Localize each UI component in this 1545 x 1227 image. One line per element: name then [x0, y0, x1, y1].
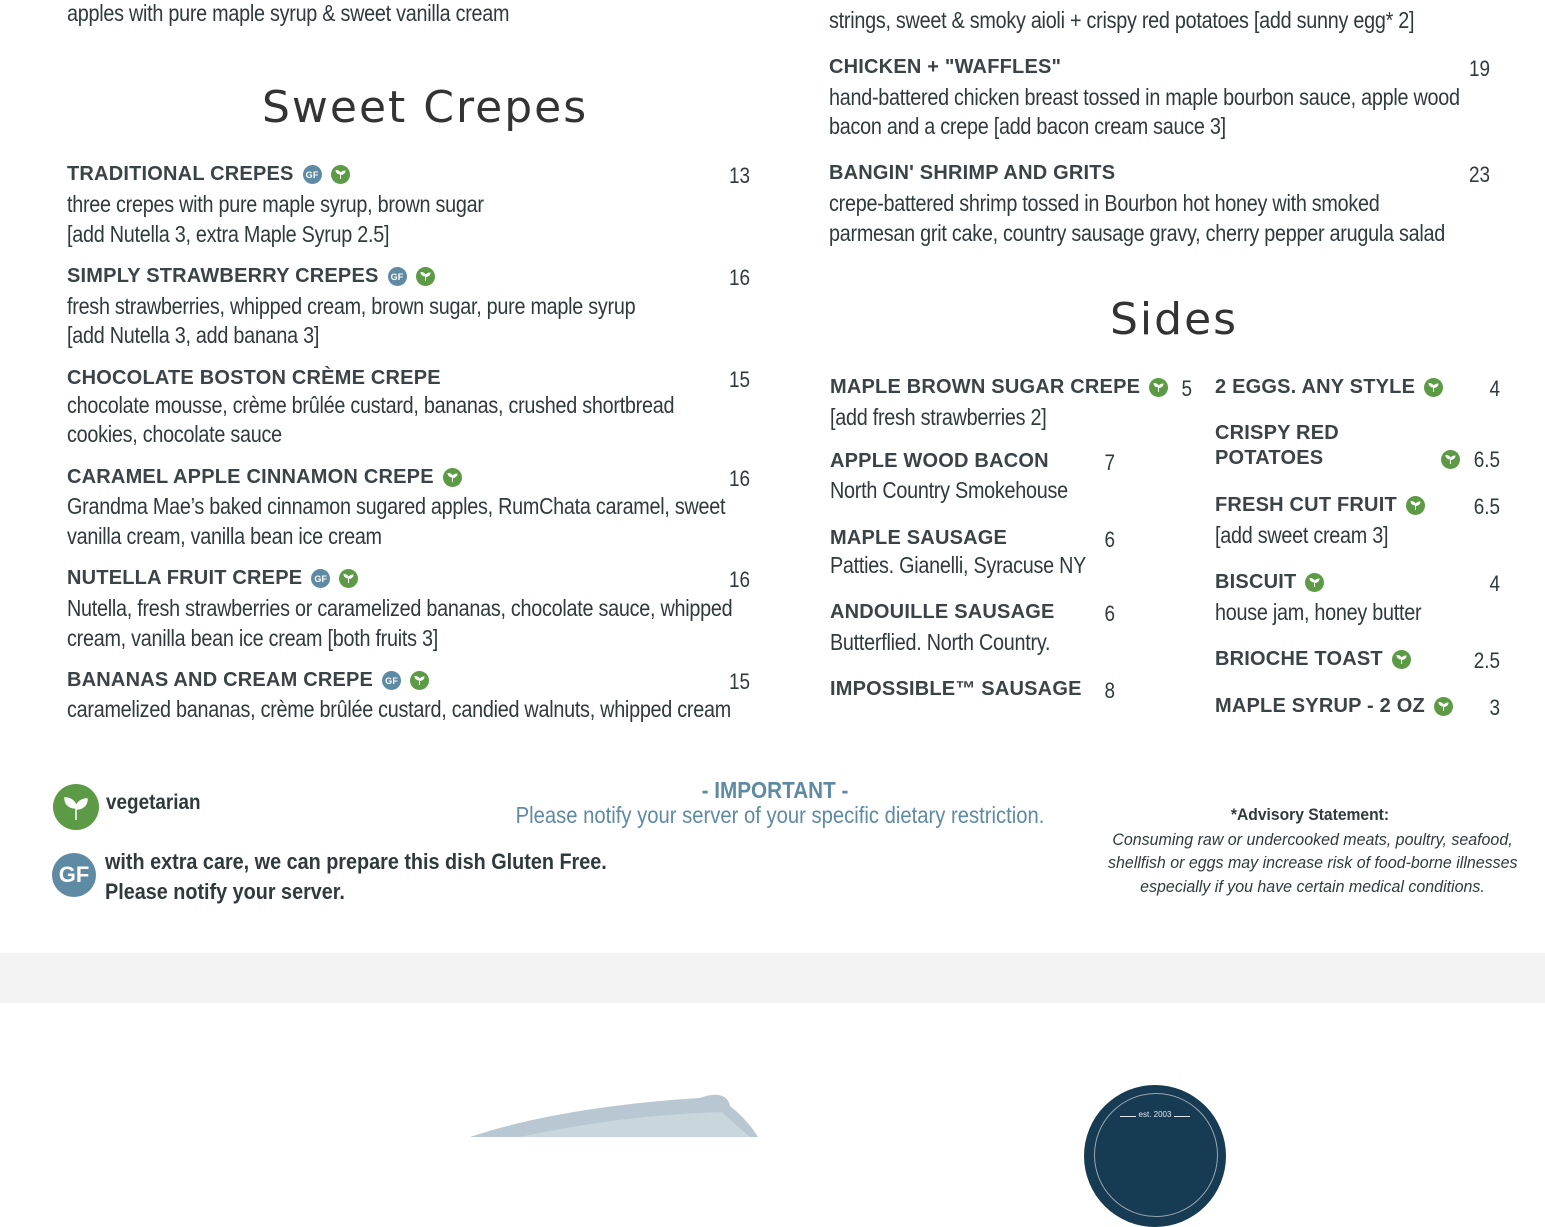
side-item-desc: Butterflied. North Country.	[830, 629, 1051, 655]
side-item-price: 3	[1489, 695, 1500, 720]
menu-item-price: 15	[728, 367, 750, 392]
menu-item-name: CHOCOLATE BOSTON CRÈME CREPE	[67, 367, 441, 389]
side-item-price: 5	[1181, 376, 1192, 401]
advisory-title: *Advisory Statement:	[1230, 805, 1390, 824]
gluten-free-icon: GF	[311, 569, 330, 588]
side-item-price: 6.5	[1473, 494, 1500, 519]
menu-item-name: SIMPLY STRAWBERRY CREPES GF	[67, 265, 435, 288]
side-item-name: MAPLE SAUSAGE	[830, 527, 1008, 549]
menu-item-desc: cookies, chocolate sauce	[67, 421, 282, 447]
menu-item-price: 16	[728, 466, 750, 491]
side-item-desc: [add sweet cream 3]	[1215, 522, 1389, 548]
savory-desc-cut: strings, sweet & smoky aioli + crispy red potatoes [add sunny egg* 2]	[829, 7, 1415, 33]
vegetarian-icon	[1424, 378, 1443, 397]
vegetarian-icon	[410, 671, 429, 690]
logo-rule-right	[1174, 1116, 1190, 1117]
menu-item-price: 23	[1468, 162, 1490, 187]
vegetarian-icon	[339, 569, 358, 588]
menu-item-desc: parmesan grit cake, country sausage gravy, cherry pepper arugula salad	[829, 220, 1445, 246]
vegetarian-icon	[1305, 573, 1324, 592]
side-item-price: 2.5	[1473, 648, 1500, 673]
side-item-name: MAPLE SYRUP - 2 OZ	[1215, 695, 1453, 718]
side-item-price: 8	[1104, 678, 1115, 703]
side-item-desc: house jam, honey butter	[1215, 599, 1422, 625]
sweet-crepes-heading: Sweet Crepes	[262, 82, 589, 133]
side-item-price: 6	[1104, 601, 1115, 626]
side-item-name: MAPLE BROWN SUGAR CREPE	[830, 376, 1168, 399]
important-text: Please notify your server of your specific dietary restriction.	[515, 802, 1045, 828]
gluten-free-icon: GF	[388, 267, 407, 286]
side-item-name: BISCUIT	[1215, 571, 1324, 594]
menu-item-desc: chocolate mousse, crème brûlée custard, bananas, crushed shortbread	[67, 392, 675, 418]
side-item-desc: Patties. Gianelli, Syracuse NY	[830, 552, 1087, 578]
side-item-name: 2 EGGS. ANY STYLE	[1215, 376, 1443, 399]
side-item-name: POTATOES	[1215, 447, 1324, 469]
menu-item-desc: crepe-battered shrimp tossed in Bourbon hot honey with smoked	[829, 190, 1380, 216]
gluten-free-icon: GF	[303, 165, 322, 184]
vegetarian-icon	[416, 267, 435, 286]
crepe-desc-cut: apples with pure maple syrup & sweet vanilla cream	[67, 0, 510, 26]
menu-item-name: BANANAS AND CREAM CREPE GF	[67, 669, 429, 692]
side-item-desc: [add fresh strawberries 2]	[830, 404, 1047, 430]
gluten-free-icon: GF	[382, 671, 401, 690]
menu-item-price: 16	[728, 567, 750, 592]
side-item-price: 4	[1489, 571, 1500, 596]
vegetarian-legend-label: vegetarian	[106, 791, 201, 814]
vegetarian-icon	[331, 165, 350, 184]
side-item-price: 7	[1104, 450, 1115, 475]
side-item-price: 6	[1104, 527, 1115, 552]
logo-rule-left	[1120, 1116, 1136, 1117]
advisory-line: especially if you have certain medical conditions.	[1140, 877, 1485, 896]
logo-text: est. 2003	[1138, 1110, 1172, 1119]
side-item-name: CRISPY RED	[1215, 422, 1339, 444]
menu-item-desc: vanilla cream, vanilla bean ice cream	[67, 523, 382, 549]
gluten-free-legend-line: with extra care, we can prepare this dish Gluten Free.	[105, 849, 607, 874]
vegetarian-icon	[1406, 496, 1425, 515]
side-item-name: BRIOCHE TOAST	[1215, 648, 1411, 671]
menu-item-desc: three crepes with pure maple syrup, brown sugar	[67, 191, 484, 217]
advisory-line: Consuming raw or undercooked meats, poultry, seafood,	[1112, 830, 1513, 849]
menu-item-desc: Nutella, fresh strawberries or caramelized bananas, chocolate sauce, whipped	[67, 595, 733, 621]
side-item-name: ANDOUILLE SAUSAGE	[830, 601, 1055, 623]
vegetarian-icon	[1441, 450, 1460, 469]
side-item-name: APPLE WOOD BACON	[830, 450, 1049, 472]
menu-item-name: CHICKEN + "WAFFLES"	[829, 56, 1062, 78]
menu-item-desc: Grandma Mae’s baked cinnamon sugared apples, RumChata caramel, sweet	[67, 493, 726, 519]
menu-item-name: TRADITIONAL CREPES GF	[67, 163, 350, 186]
sides-heading: Sides	[1110, 294, 1239, 345]
side-item-name: IMPOSSIBLE™ SAUSAGE	[830, 678, 1082, 700]
menu-item-desc: cream, vanilla bean ice cream [both fruits 3]	[67, 625, 438, 651]
menu-item-desc: fresh strawberries, whipped cream, brown sugar, pure maple syrup	[67, 293, 636, 319]
menu-item-desc: bacon and a crepe [add bacon cream sauce 3]	[829, 113, 1226, 139]
menu-item-name: CARAMEL APPLE CINNAMON CREPE	[67, 466, 462, 489]
side-item-price: 6.5	[1473, 447, 1500, 472]
vegetarian-icon	[1392, 650, 1411, 669]
restaurant-logo	[1084, 1085, 1226, 1227]
menu-item-price: 15	[728, 669, 750, 694]
side-item-desc: North Country Smokehouse	[830, 477, 1068, 503]
menu-item-desc: [add Nutella 3, add banana 3]	[67, 322, 320, 348]
menu-item-name: BANGIN' SHRIMP AND GRITS	[829, 162, 1116, 184]
vegetarian-icon	[1434, 697, 1453, 716]
menu-item-desc: caramelized bananas, crème brûlée custard, candied walnuts, whipped cream	[67, 696, 731, 722]
vegetarian-legend-icon	[53, 784, 99, 830]
important-title: - IMPORTANT -	[701, 777, 849, 803]
side-item-price: 4	[1489, 376, 1500, 401]
side-item-name: FRESH CUT FRUIT	[1215, 494, 1425, 517]
gluten-free-legend-line: Please notify your server.	[105, 879, 345, 904]
section-divider-band	[0, 953, 1545, 1003]
menu-item-price: 13	[728, 163, 750, 188]
menu-item-desc: hand-battered chicken breast tossed in maple bourbon sauce, apple wood	[829, 84, 1460, 110]
vegetarian-icon	[443, 468, 462, 487]
menu-item-price: 16	[728, 265, 750, 290]
menu-item-name: NUTELLA FRUIT CREPE GF	[67, 567, 358, 590]
brush-stroke-graphic	[460, 1090, 770, 1137]
gluten-free-legend-icon: GF	[52, 853, 96, 897]
advisory-line: shellfish or eggs may increase risk of food-borne illnesses	[1108, 853, 1518, 872]
menu-item-price: 19	[1468, 56, 1490, 81]
menu-item-desc: [add Nutella 3, extra Maple Syrup 2.5]	[67, 221, 390, 247]
